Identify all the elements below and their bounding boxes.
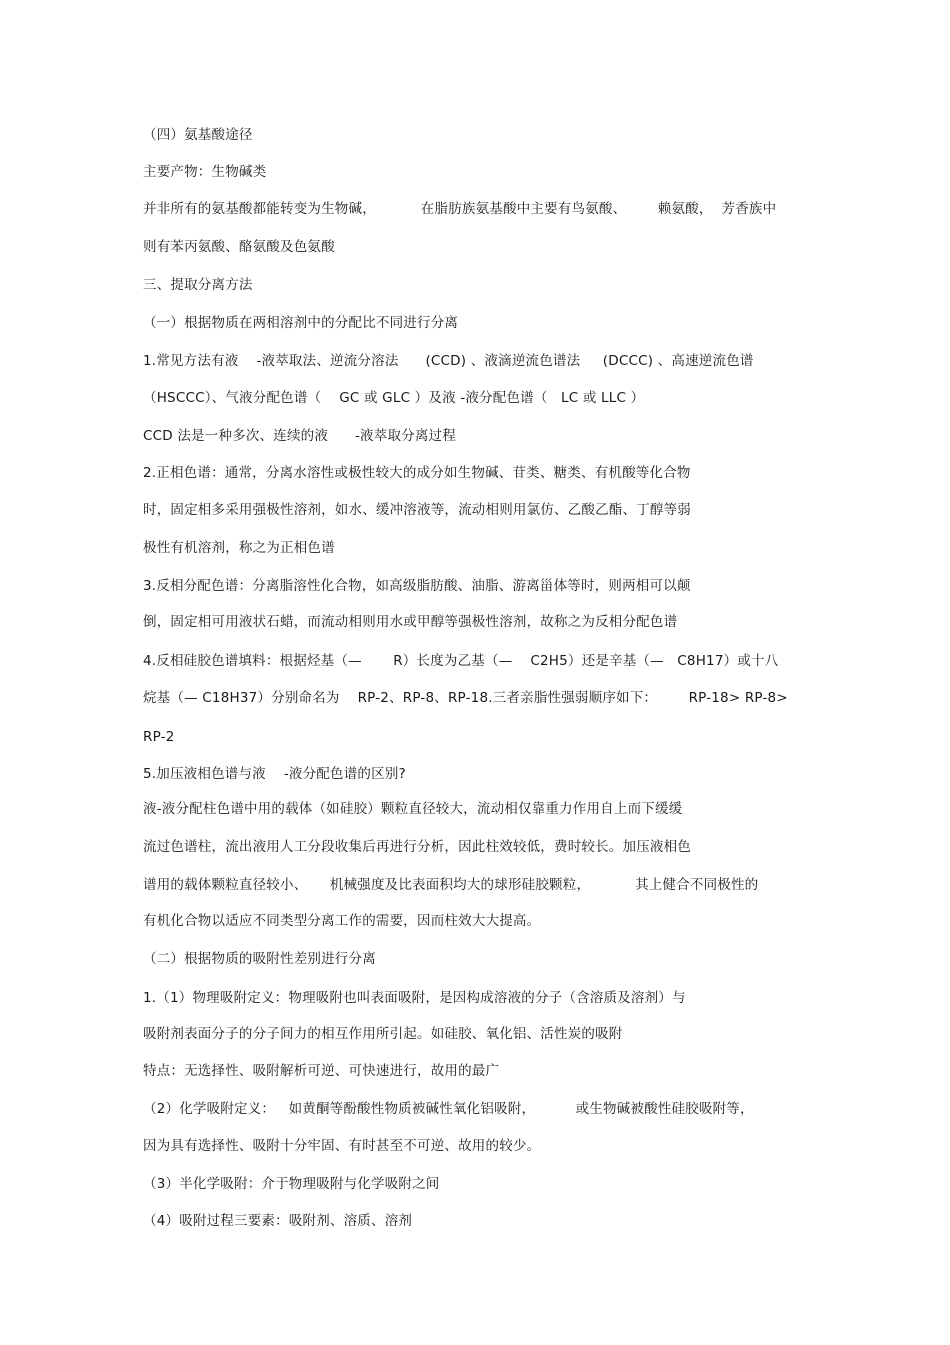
text-line: （2）化学吸附定义： 如黄酮等酚酸性物质被碱性氧化铝吸附， 或生物碱被酸性硅胶吸附等， — [143, 1101, 754, 1117]
text-line: （4）吸附过程三要素：吸附剂、溶质、溶剂 — [143, 1213, 413, 1229]
text-line: （HSCCC）、气液分配色谱（ GC 或 GLC ）及液 -液分配色谱（ LC 或 LLC ） — [143, 390, 645, 406]
text-line: 并非所有的氨基酸都能转变为生物碱， 在脂肪族氨基酸中主要有鸟氨酸、 赖氨酸， 芳香族中 — [143, 201, 777, 217]
text-line: 液-液分配柱色谱中用的载体（如硅胶）颗粒直径较大，流动相仅靠重力作用自上而下缓缓 — [143, 801, 683, 817]
text-line: 谱用的载体颗粒直径较小、 机械强度及比表面积均大的球形硅胶颗粒， 其上健合不同极性的 — [143, 877, 759, 893]
text-line: 3.反相分配色谱：分离脂溶性化合物，如高级脂肪酸、油脂、游离甾体等时，则两相可以颠 — [143, 578, 691, 594]
text-line-formula: 4.反相硅胶色谱填料：根据烃基（— R）长度为乙基（— C2H5）还是辛基（— C8H17）或十八 — [143, 653, 779, 669]
section-heading-extraction-methods: 三、提取分离方法 — [143, 277, 253, 293]
text-line: 主要产物：生物碱类 — [143, 164, 267, 180]
text-line: 吸附剂表面分子的分子间力的相互作用所引起。如硅胶、氧化铝、活性炭的吸附 — [143, 1026, 623, 1042]
text-line: 时，固定相多采用强极性溶剂，如水、缓冲溶液等，流动相则用氯仿、乙酸乙酯、丁醇等弱 — [143, 502, 691, 518]
text-line: 流过色谱柱，流出液用人工分段收集后再进行分析，因此柱效较低，费时较长。加压液相色 — [143, 839, 691, 855]
text-line: 极性有机溶剂，称之为正相色谱 — [143, 540, 335, 556]
question-heading: 5.加压液相色谱与液 -液分配色谱的区别? — [143, 766, 406, 782]
text-line: 1.（1）物理吸附定义：物理吸附也叫表面吸附，是因构成溶液的分子（含溶质及溶剂）与 — [143, 990, 686, 1006]
text-line: 2.正相色谱：通常，分离水溶性或极性较大的成分如生物碱、苷类、糖类、有机酸等化合物 — [143, 465, 691, 481]
text-line-formula: 烷基（— C18H37）分别命名为 RP-2、RP-8、RP-18.三者亲脂性强弱顺序如下： RP-18> RP-8> — [143, 690, 788, 706]
subsection-heading-adsorption: （二）根据物质的吸附性差别进行分离 — [143, 951, 376, 967]
text-line: （3）半化学吸附：介于物理吸附与化学吸附之间 — [143, 1176, 440, 1192]
text-line: 倒，固定相可用液状石蜡，而流动相则用水或甲醇等强极性溶剂，故称之为反相分配色谱 — [143, 614, 678, 630]
text-line: 1.常见方法有液 -液萃取法、逆流分溶法 (CCD) 、液滴逆流色谱法 (DCCC) 、高速逆流色谱 — [143, 353, 754, 369]
section-heading-amino-acid-pathway: （四）氨基酸途径 — [143, 127, 253, 143]
subsection-heading-partition: （一）根据物质在两相溶剂中的分配比不同进行分离 — [143, 315, 459, 331]
text-line: 因为具有选择性、吸附十分牢固、有时甚至不可逆、故用的较少。 — [143, 1138, 541, 1154]
text-line: 则有苯丙氨酸、酪氨酸及色氨酸 — [143, 239, 335, 255]
text-line: RP-2 — [143, 729, 175, 745]
text-line: 特点：无选择性、吸附解析可逆、可快速进行，故用的最广 — [143, 1063, 500, 1079]
text-line: 有机化合物以适应不同类型分离工作的需要，因而柱效大大提高。 — [143, 913, 541, 929]
text-line: CCD 法是一种多次、连续的液 -液萃取分离过程 — [143, 428, 456, 444]
